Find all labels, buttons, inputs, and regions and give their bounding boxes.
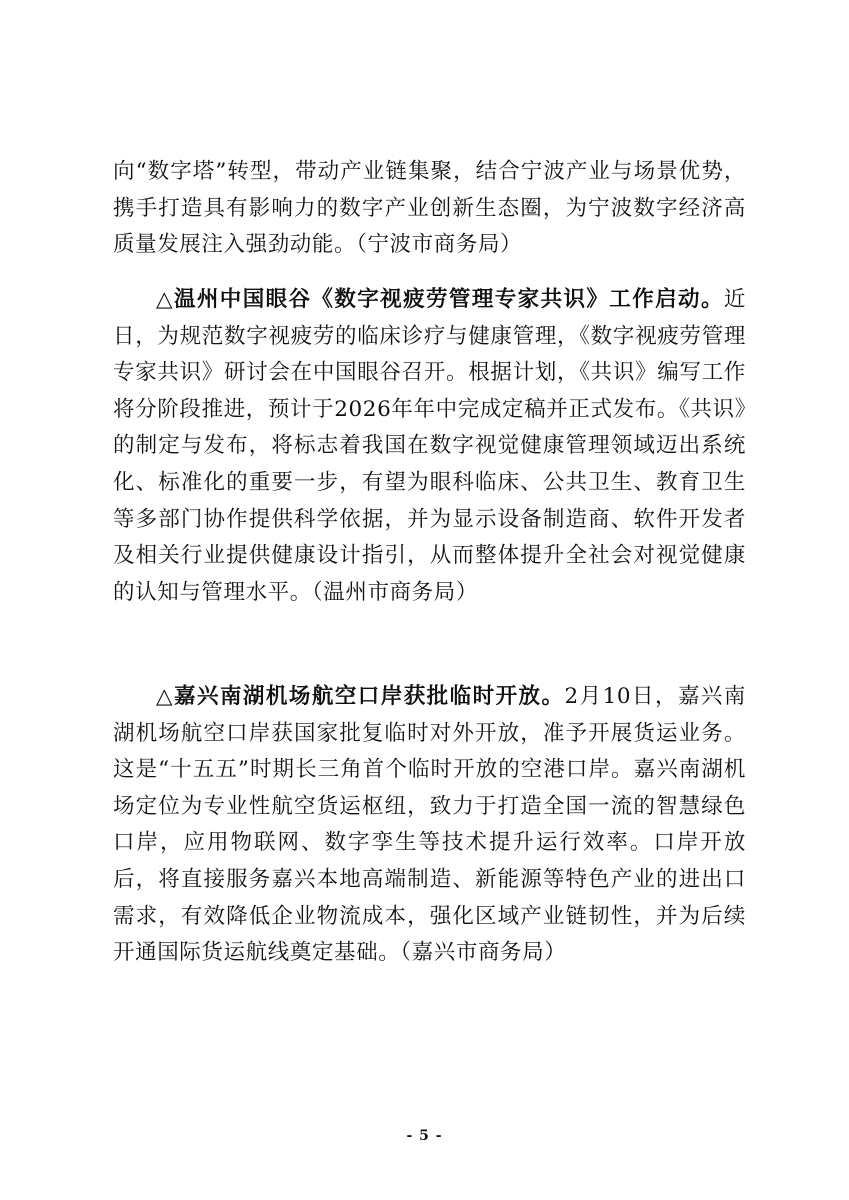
paragraph-body: 向“数字塔”转型，带动产业链集聚，结合宁波产业与场景优势，携手打造具有影响力的数字产业创新生态圈，为宁波数字经济高质量发展注入强劲动能。（宁波市商务局） xyxy=(113,159,746,258)
page-number: - 5 - xyxy=(406,1128,443,1144)
paragraph-body: 近日，为规范数字视疲劳的临床诊疗与健康管理，《数字视疲劳管理专家共识》研讨会在中国眼谷召开。根据计划，《共识》编写工作将分阶段推进，预计于2026年年中完成定稿并正式发布。《共识》的制定与发布，将标志着我国在数字视觉健康管理领域迈出系统化、标准化的重要一步，有望为眼科临床、公共卫生、教育卫生等多部门协作提供科学依据，并为显示设备制造商、软件开发者及相关行业提供健康设计指引，从而整体提升全社会对视觉健康的认知与管理水平。（温州市商务局） xyxy=(113,287,746,605)
paragraph-headline: △温州中国眼谷《数字视疲劳管理专家共识》工作启动。 xyxy=(156,287,724,312)
paragraph-jiaxing-airport xyxy=(113,679,746,972)
paragraph-body: 2月10日，嘉兴南湖机场航空口岸获国家批复临时对外开放，准予开展货运业务。这是“十五五”时期长三角首个临时开放的空港口岸。嘉兴南湖机场定位为专业性航空货运枢纽，致力于打造全国一流的智慧绿色口岸，应用物联网、数字孪生等技术提升运行效率。口岸开放后，将直接服务嘉兴本地高端制造、新能源等特色产业的进出口需求，有效降低企业物流成本，强化区域产业链韧性，并为后续开通国际货运航线奠定基础。（嘉兴市商务局） xyxy=(113,684,747,966)
paragraph-headline: △嘉兴南湖机场航空口岸获批临时开放。 xyxy=(156,684,565,709)
paragraph-ningbo-continuation xyxy=(113,154,746,264)
paragraph-wenzhou-eye-valley xyxy=(113,282,746,611)
